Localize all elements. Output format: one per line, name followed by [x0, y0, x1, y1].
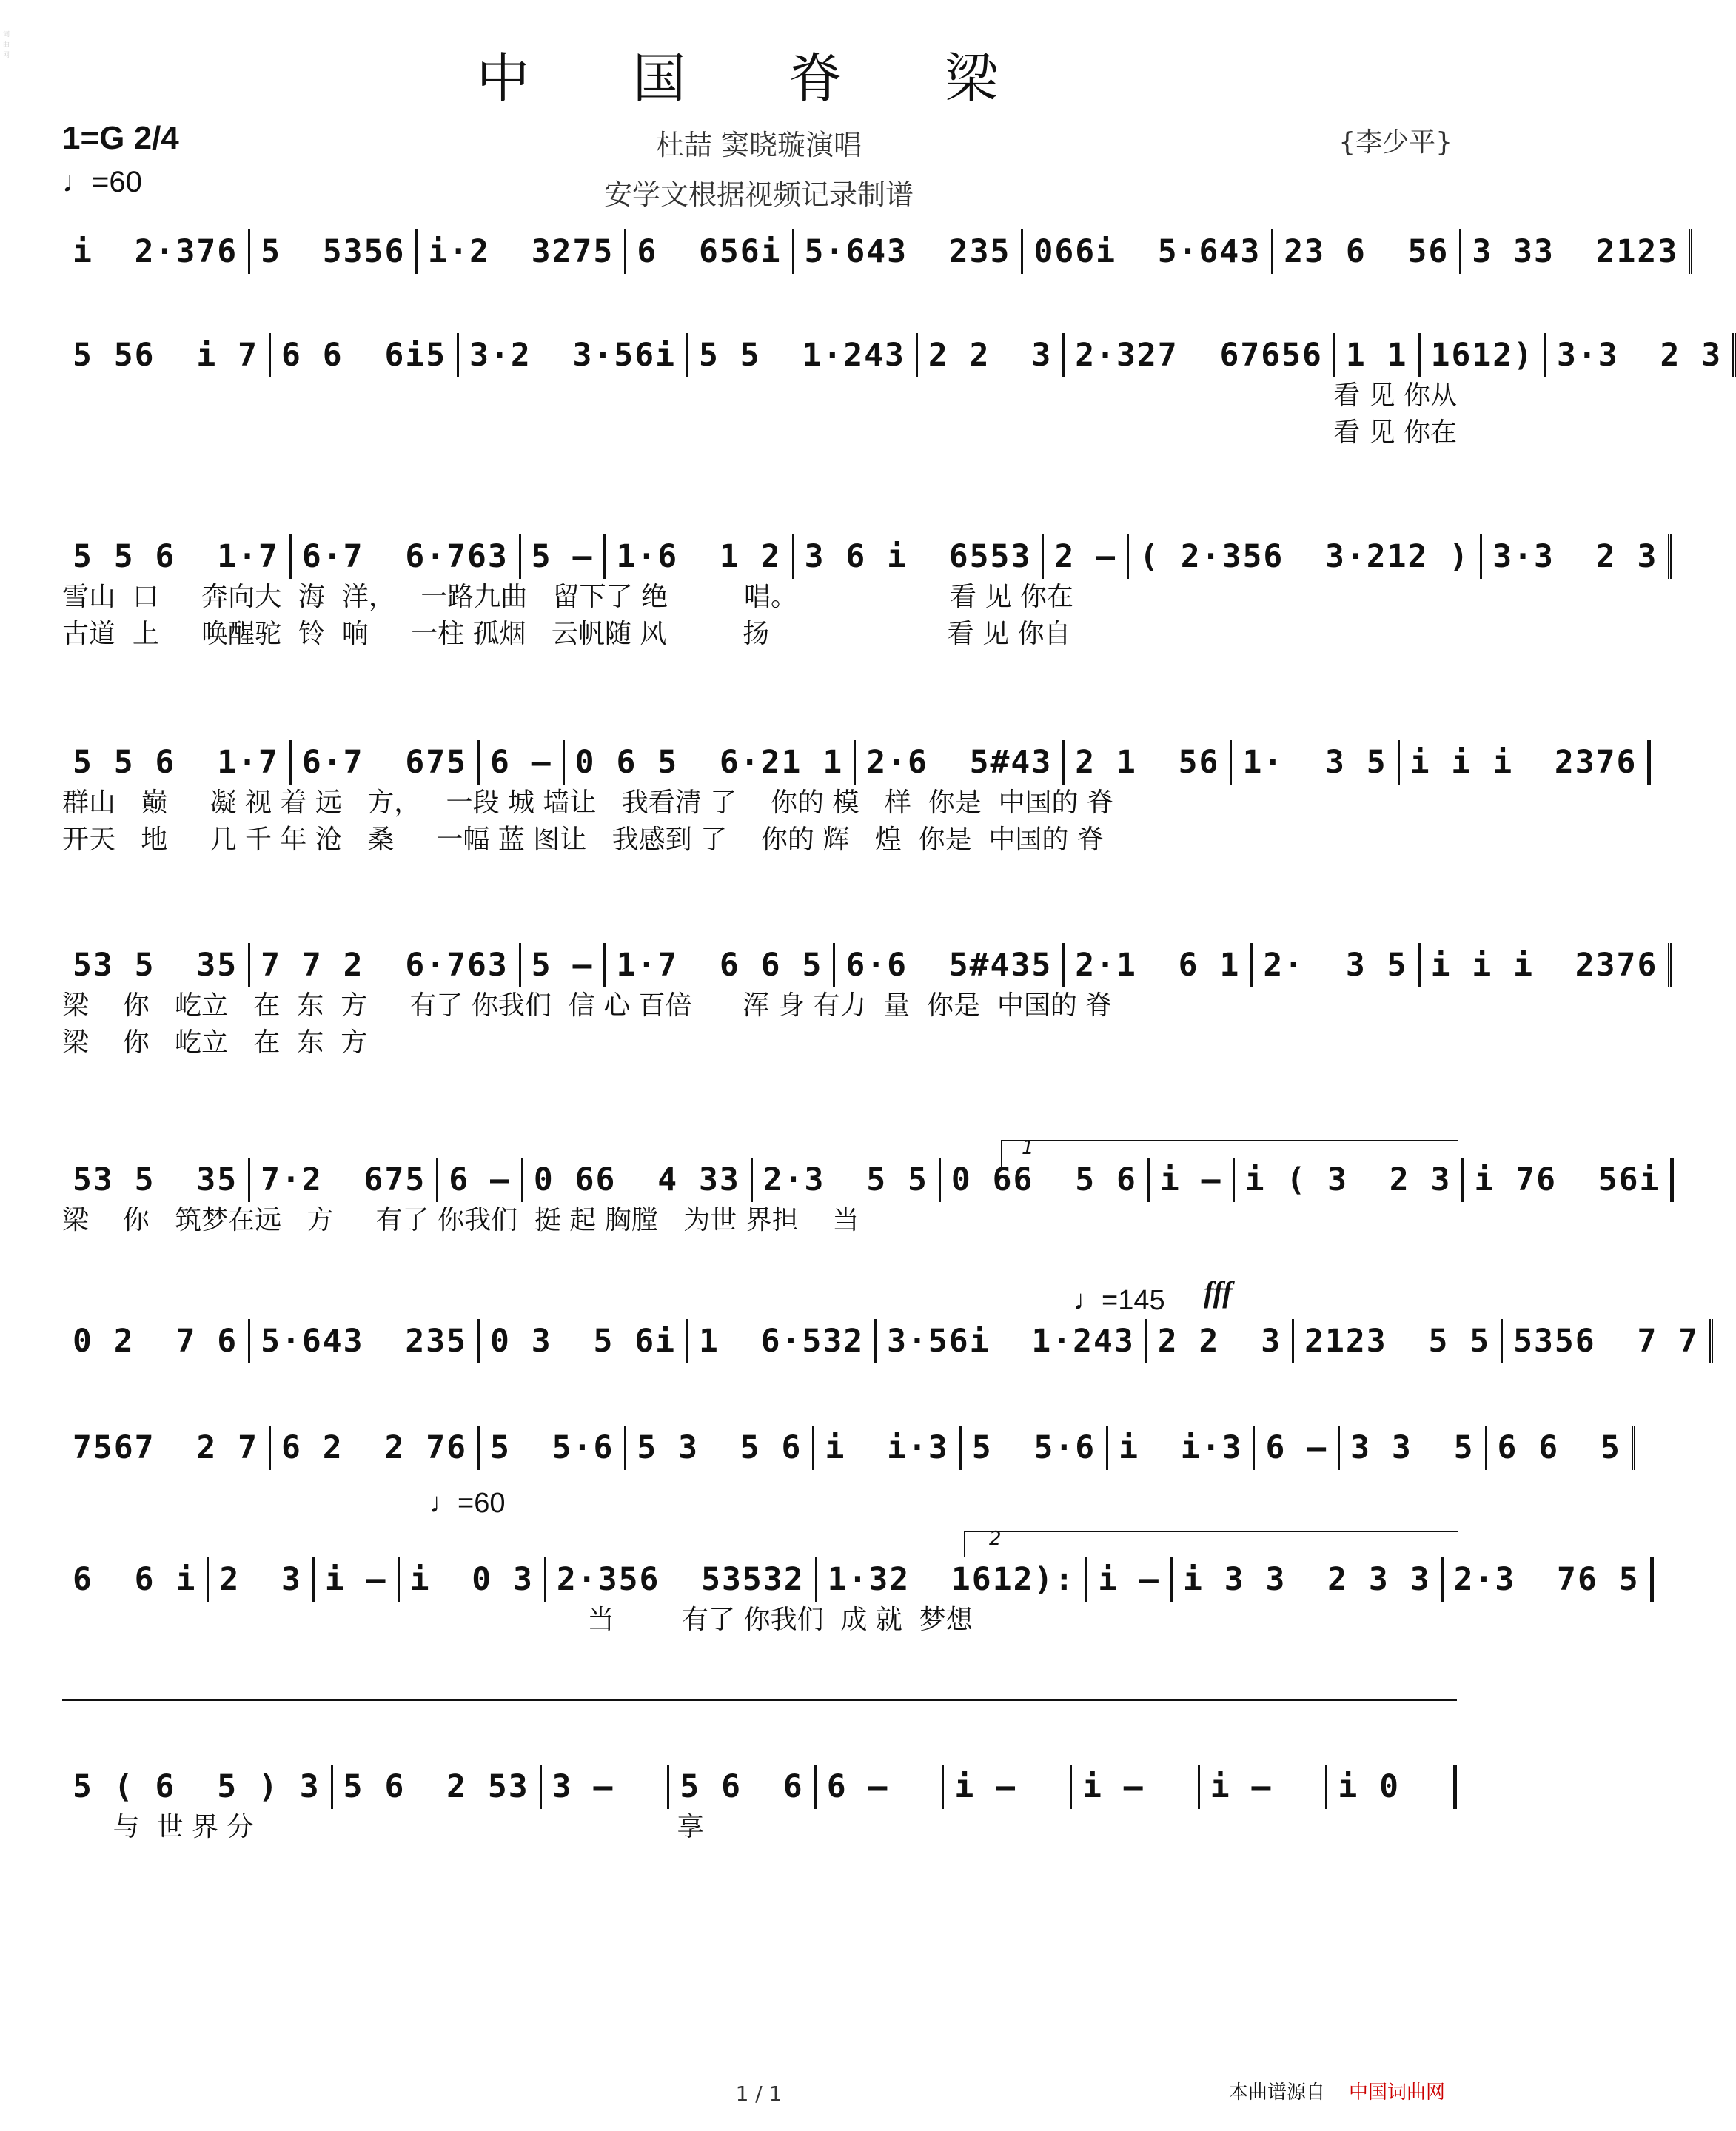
measure: 2·327 67656: [1065, 333, 1335, 377]
measure: 6 –: [1255, 1426, 1340, 1470]
dynamic-marking: fff: [1204, 1275, 1233, 1309]
measure: 1·32 1612):: [817, 1557, 1088, 1602]
measure: 0 66 5 6: [941, 1158, 1150, 1202]
measure: 6 –: [438, 1158, 523, 1202]
measure: 2·3 5 5: [753, 1158, 941, 1202]
tempo-change: ♩=145: [1073, 1285, 1165, 1316]
measure: 0 3 5 6i: [480, 1319, 688, 1363]
measure-line: [62, 1312, 1700, 1363]
measure: 1·7 6 6 5: [606, 943, 835, 987]
lyricist: {李少平}: [1338, 127, 1452, 158]
staff-system: [62, 733, 1638, 859]
key-signature: 1=G 2/4: [62, 120, 179, 156]
measure: 6 6 5: [1487, 1426, 1635, 1470]
measure: i 0 3: [400, 1557, 546, 1602]
measure: 5 5356: [250, 229, 418, 274]
measure: 3 33 2123: [1461, 229, 1692, 274]
measure: 1612): [1421, 333, 1546, 377]
measure-line: [62, 1418, 1621, 1470]
measure: 3 –: [542, 1765, 670, 1809]
staff-system: [62, 1550, 1640, 1639]
measure: 5 6 2 53: [333, 1765, 542, 1809]
transcriber: 安学文根据视频记录制谱: [603, 178, 914, 211]
staff-system: [62, 1757, 1457, 1846]
source-name: 中国词曲网: [1348, 2081, 1445, 2104]
measure-line: [62, 527, 1658, 579]
measure: 2 3: [209, 1557, 315, 1602]
measure-line: [62, 936, 1658, 987]
staff-system: [62, 326, 1723, 452]
lyric-line: 看 见 你从: [1333, 380, 1457, 411]
measure: 3·2 3·56i: [459, 333, 688, 377]
staff-system: [62, 222, 1679, 274]
measure: 23 6 56: [1273, 229, 1461, 274]
measure: 6·6 5#435: [835, 943, 1065, 987]
measure: 2·6 5#43: [856, 740, 1065, 785]
measure: 3·56i 1·243: [877, 1319, 1147, 1363]
measure: i i i 2376: [1400, 740, 1652, 785]
staff-system: [62, 936, 1658, 1061]
measure: 6 6 6i5: [271, 333, 459, 377]
staff-system: [62, 527, 1658, 653]
measure: 53 5 35: [62, 1158, 250, 1202]
measure-line: [62, 326, 1723, 377]
measure: 2· 3 5: [1253, 943, 1420, 987]
measure: i 76 56i: [1464, 1158, 1674, 1202]
measure-line: [62, 733, 1638, 785]
tempo-return: ♩=60: [429, 1488, 506, 1519]
measure: 2 2 3: [918, 333, 1065, 377]
measure: 5 5·6: [480, 1426, 626, 1470]
measure: i·2 3275: [418, 229, 626, 274]
side-watermark: 词曲网: [3, 31, 10, 59]
measure: 2 –: [1044, 534, 1129, 579]
measure: i –: [1087, 1557, 1173, 1602]
measure: 5·643 235: [794, 229, 1024, 274]
measure: 5 –: [521, 534, 606, 579]
measure: 7 7 2 6·763: [250, 943, 521, 987]
measure: 2 2 3: [1147, 1319, 1294, 1363]
measure: 6·7 6·763: [292, 534, 521, 579]
measure: 2·3 76 5: [1444, 1557, 1654, 1602]
measure: 7567 2 7: [62, 1426, 271, 1470]
measure: 066i 5·643: [1023, 229, 1273, 274]
lyric-line: 梁 你 筑梦在远 方 有了 你我们 挺 起 胸膛 为世 界担 当: [62, 1205, 859, 1235]
measure-line: [62, 1550, 1640, 1602]
measure: 5 3 5 6: [626, 1426, 814, 1470]
measure: 6 2 2 76: [271, 1426, 480, 1470]
lyric-line: 梁 你 屹立 在 东 方: [62, 1027, 368, 1058]
measure: 6 –: [817, 1765, 945, 1809]
measure: i –: [944, 1765, 1072, 1809]
lyric-line: 古道 上 唤醒驼 铃 响 一柱 孤烟 云帆随 风 扬 看 见 你自: [62, 619, 1071, 649]
measure: i –: [315, 1557, 400, 1602]
measure: i i·3: [1108, 1426, 1255, 1470]
measure: i i i 2376: [1421, 943, 1672, 987]
measure: 2 1 56: [1065, 740, 1232, 785]
measure: 5 5 1·243: [688, 333, 918, 377]
measure: 6 6 i: [62, 1557, 209, 1602]
measure: 1·6 1 2: [606, 534, 794, 579]
lyric-line: 群山 巅 凝 视 着 远 方， 一段 城 墙让 我看清 了 你的 模 样 你是 中国的 脊: [62, 788, 1113, 818]
measure: 2·356 53532: [546, 1557, 817, 1602]
measure: i 3 3 2 3 3: [1173, 1557, 1444, 1602]
lyric-line: 看 见 你在: [1333, 417, 1457, 448]
song-title: 中 国 脊 梁: [476, 47, 1042, 110]
measure: 5 5 6 1·7: [62, 534, 292, 579]
volta-1-number: 1: [1022, 1137, 1034, 1159]
measure: 2123 5 5: [1294, 1319, 1503, 1363]
measure: i 0: [1327, 1765, 1457, 1809]
measure: i ( 3 2 3: [1235, 1158, 1464, 1202]
measure: 3 6 i 6553: [794, 534, 1045, 579]
measure: 1 1: [1335, 333, 1421, 377]
lyric-line: 开天 地 几 千 年 沧 桑 一幅 蓝 图让 我感到 了 你的 辉 煌 你是 中国的 脊: [62, 825, 1104, 855]
measure: 53 5 35: [62, 943, 250, 987]
measure: i i·3: [814, 1426, 961, 1470]
measure: 5·643 235: [250, 1319, 480, 1363]
measure: 6 –: [480, 740, 565, 785]
measure: 5 5·6: [962, 1426, 1108, 1470]
measure: 1· 3 5: [1232, 740, 1399, 785]
lyric-line: 梁 你 屹立 在 东 方 有了 你我们 信 心 百倍 浑 身 有力 量 你是 中国的 脊: [62, 990, 1113, 1021]
measure: 3·3 2 3: [1546, 333, 1736, 377]
measure: i 2·376: [62, 229, 250, 274]
measure: i –: [1200, 1765, 1328, 1809]
lyric-line: 当 有了 你我们 成 就 梦想: [62, 1605, 973, 1635]
staff-system: [62, 1418, 1621, 1470]
volta-2-number: 2: [989, 1528, 1002, 1550]
measure: 5 56 i 7: [62, 333, 271, 377]
measure: 7·2 675: [250, 1158, 438, 1202]
tempo-marking: ♩=60: [62, 166, 142, 198]
measure: 6 656i: [626, 229, 794, 274]
source-label: 本曲谱源自: [1228, 2081, 1325, 2104]
measure: i –: [1072, 1765, 1200, 1809]
measure: 3 3 5: [1340, 1426, 1487, 1470]
measure: ( 2·356 3·212 ): [1129, 534, 1482, 579]
measure: i –: [1150, 1158, 1235, 1202]
volta-1-bracket: [1001, 1140, 1458, 1167]
tie-line: [62, 1699, 1457, 1701]
measure: 2·1 6 1: [1065, 943, 1253, 987]
page-number: 1 / 1: [735, 2081, 782, 2106]
staff-system: [62, 1312, 1700, 1363]
lyric-line: 与 世 界 分 享: [62, 1812, 704, 1842]
measure: 5 5 6 1·7: [62, 740, 292, 785]
measure: 5356 7 7: [1503, 1319, 1713, 1363]
performers: 杜喆 窦晓璇演唱: [655, 129, 862, 161]
measure: 5 ( 6 5 ) 3: [62, 1765, 333, 1809]
volta-2-bracket: [964, 1531, 1458, 1557]
measure: 5 –: [521, 943, 606, 987]
measure: 5 6 6: [669, 1765, 816, 1809]
measure: 0 2 7 6: [62, 1319, 250, 1363]
lyric-line: 雪山 口 奔向大 海 洋， 一路九曲 留下了 绝 唱。 看 见 你在: [62, 582, 1073, 612]
measure-line: [62, 1757, 1457, 1809]
measure: 0 66 4 33: [523, 1158, 753, 1202]
measure: 6·7 675: [292, 740, 480, 785]
measure: 3·3 2 3: [1482, 534, 1672, 579]
measure: 1 6·532: [688, 1319, 877, 1363]
measure-line: [62, 222, 1679, 274]
measure: 0 6 5 6·21 1: [565, 740, 857, 785]
